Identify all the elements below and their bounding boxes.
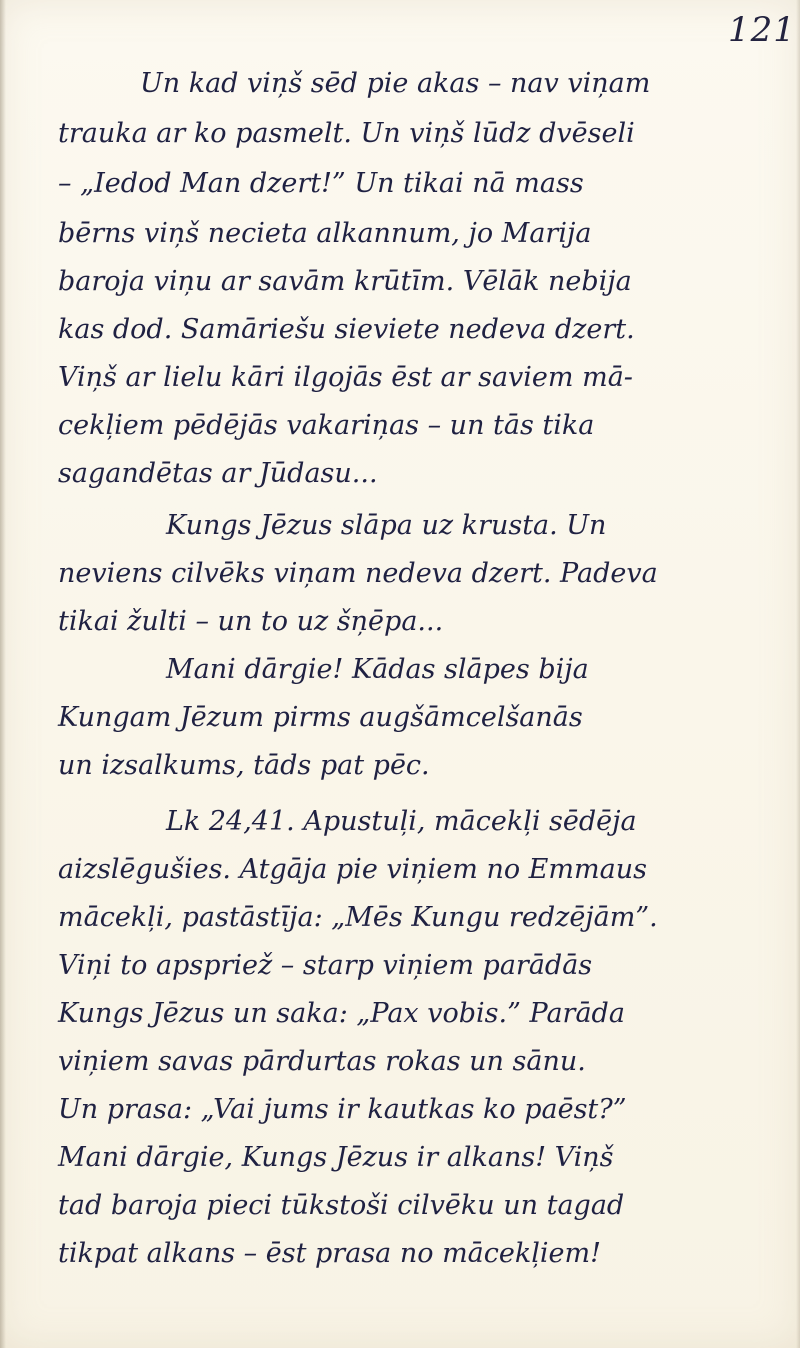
page-right-edge	[796, 0, 800, 1348]
manuscript-line: Kungs Jēzus un saka: „Pax vobis.” Parāda	[58, 998, 625, 1029]
manuscript-line: baroja viņu ar savām krūtīm. Vēlāk nebija	[58, 266, 632, 297]
page-left-edge	[0, 0, 6, 1348]
manuscript-line: Mani dārgie! Kādas slāpes bija	[166, 654, 589, 685]
manuscript-line: Lk 24,41. Apustuļi, mācekļi sēdēja	[166, 806, 637, 837]
manuscript-line: cekļiem pēdējās vakariņas – un tās tika	[58, 410, 595, 441]
manuscript-line: Kungam Jēzum pirms augšāmcelšanās	[58, 702, 583, 733]
manuscript-line: un izsalkums, tāds pat pēc.	[58, 750, 430, 781]
manuscript-line: sagandētas ar Jūdasu...	[58, 458, 378, 489]
manuscript-line: Viņš ar lielu kāri ilgojās ēst ar saviem mā-	[58, 362, 633, 393]
manuscript-line: Mani dārgie, Kungs Jēzus ir alkans! Viņš	[58, 1142, 614, 1173]
manuscript-line: aizslēgušies. Atgāja pie viņiem no Emmaus	[58, 854, 647, 885]
page-number: 121	[728, 10, 796, 50]
manuscript-line: Viņi to apspriež – starp viņiem parādās	[58, 950, 593, 981]
manuscript-line: kas dod. Samāriešu sieviete nedeva dzert.	[58, 314, 635, 345]
manuscript-line: bērns viņš necieta alkannum, jo Marija	[58, 218, 592, 249]
manuscript-line: – „Iedod Man dzert!” Un tikai nā mass	[58, 168, 584, 199]
manuscript-line: tikpat alkans – ēst prasa no mācekļiem!	[58, 1238, 601, 1269]
manuscript-line: Kungs Jēzus slāpa uz krusta. Un	[166, 510, 607, 541]
manuscript-line: tikai žulti – un to uz šņēpa...	[58, 606, 444, 637]
manuscript-line: trauka ar ko pasmelt. Un viņš lūdz dvēseli	[58, 118, 635, 149]
manuscript-line: Un prasa: „Vai jums ir kautkas ko paēst?”	[58, 1094, 627, 1125]
manuscript-line: tad baroja pieci tūkstoši cilvēku un tagad	[58, 1190, 625, 1221]
manuscript-line: viņiem savas pārdurtas rokas un sānu.	[58, 1046, 586, 1077]
manuscript-line: mācekļi, pastāstīja: „Mēs Kungu redzējām”.	[58, 902, 658, 933]
manuscript-line: Un kad viņš sēd pie akas – nav viņam	[140, 68, 651, 99]
manuscript-line: neviens cilvēks viņam nedeva dzert. Padeva	[58, 558, 658, 589]
